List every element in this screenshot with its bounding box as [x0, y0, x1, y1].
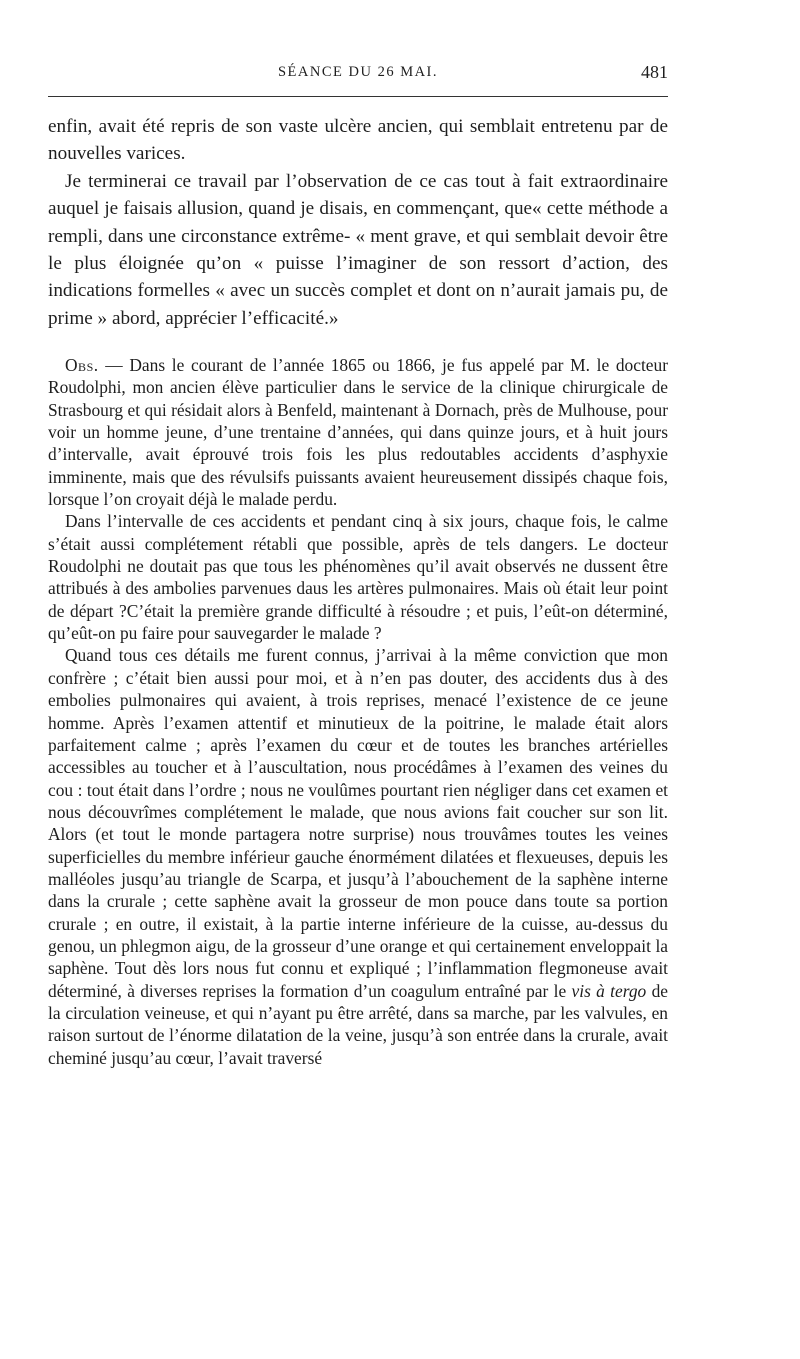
running-head [48, 62, 668, 86]
running-title: SÉANCE DU 26 MAI. [277, 64, 439, 80]
paragraph-interval: Dans l’intervalle de ces accidents et pendant cinq à six jours, chaque fois, le calme s’était aussi complétement rétabli que possible, après de tels dangers. Le docteur Roudolphi ne doutait pas que tous les phénomènes qu’il avait observés ne dussent être attribués à des ambolies parvenues daus les artères pulmonaires. Mais où était leur point de départ ?C’était la première grande difficulté à résoudre ; et puis, l’eût-on déterminé, qu’eût-on pu faire pour sauvegarder le malade ? [48, 511, 668, 644]
observation-label: Obs. [65, 355, 99, 375]
observation-text [48, 354, 668, 1069]
paragraph-examination [48, 644, 668, 1069]
page [48, 0, 668, 1359]
paragraph-introduction: Je terminerai ce travail par l’observation de ce cas tout à fait extraordinaire auquel je faisais allusion, quand je disais, en commençant, que« cette méthode a rempli, dans une circonstance extrême- « ment grave, et qui semblait devoir être le plus éloignée qu’on « puisse l’imaginer de son ressort d’action, des indications formelles « avec un succès complet et dont on n’aurait jamais pu, de prime » abord, apprécier l’efficacité.» [48, 170, 668, 329]
main-text-large [48, 113, 668, 332]
page-number: 481 [641, 62, 668, 82]
examination-text-start: Quand tous ces détails me furent connus, j’arrivai à la même conviction que mon confrère ; c’était bien aussi pour moi, et à n’en pas douter, des accidents dus à des embolies pulmonaires qui avaient, à trois reprises, menacé l’existence de ce jeune homme. Après l’examen attentif et minutieux de la poitrine, le malade était alors parfaitement calme ; après l’examen du cœur et de toutes les branches artérielles accessibles au toucher et à l’auscultation, nous procédâmes à l’examen des veines du cou : tout était dans l’ordre ; nous ne voulûmes pourtant rien négliger dans cet examen et nous découvrîmes complétement le malade, que nous avions fait coucher sur son lit. Alors (et tout le monde partagera notre surprise) nous trouvâmes toutes les veines superficielles du membre inférieur gauche énormément dilatées et flexueuses, depuis les malléoles jusqu’au triangle de Scarpa, et jusqu’à l’abouchement de la saphène interne dans la crurale ; cette saphène avait la grosseur de mon pouce dans toute sa portion crurale ; en outre, il existait, à la partie interne inférieure de la cuisse, au-dessus du genou, un phlegmon aigu, de la grosseur d’une orange et qui certainement enveloppait la saphène. Tout dès lors nous fut connu et expliqué ; l’inflammation flegmoneuse avait déterminé, à diverses reprises la formation d’un coagulum entraîné par le [48, 645, 668, 1001]
latin-phrase: vis à tergo [571, 980, 647, 1001]
observation-body: — Dans le courant de l’année 1865 ou 1866, je fus appelé par M. le docteur Roudolphi, mon ancien élève particulier dans le service de la clinique chirurgicale de Strasbourg et qui résidait alors à Benfeld, maintenant à Dornach, près de Mulhouse, pour voir un homme jeune, d’une trentaine d’années, qui dans quinze jours, et à huit jours d’intervalle, avait éprouvé trois fois les plus redoutables accidents d’asphyxie imminente, mais que des révulsifs puissants avaient heureusement dissipés chaque fois, lorsque l’on croyait déjà le malade perdu. [48, 355, 668, 510]
paragraph-continuation: enfin, avait été repris de son vaste ulcère ancien, qui semblait entretenu par de nouvelles varices. [48, 116, 668, 165]
header-rule [48, 96, 668, 97]
observation-paragraph [48, 354, 668, 510]
examination-text-end: de la circulation veineuse, et qui n’ayant pu être arrêté, dans sa marche, par les valvules, en raison surtout de l’énorme dilatation de la veine, jusqu’à son entrée dans la crurale, avait cheminé jusqu’au cœur, l’avait traversé [48, 980, 668, 1068]
